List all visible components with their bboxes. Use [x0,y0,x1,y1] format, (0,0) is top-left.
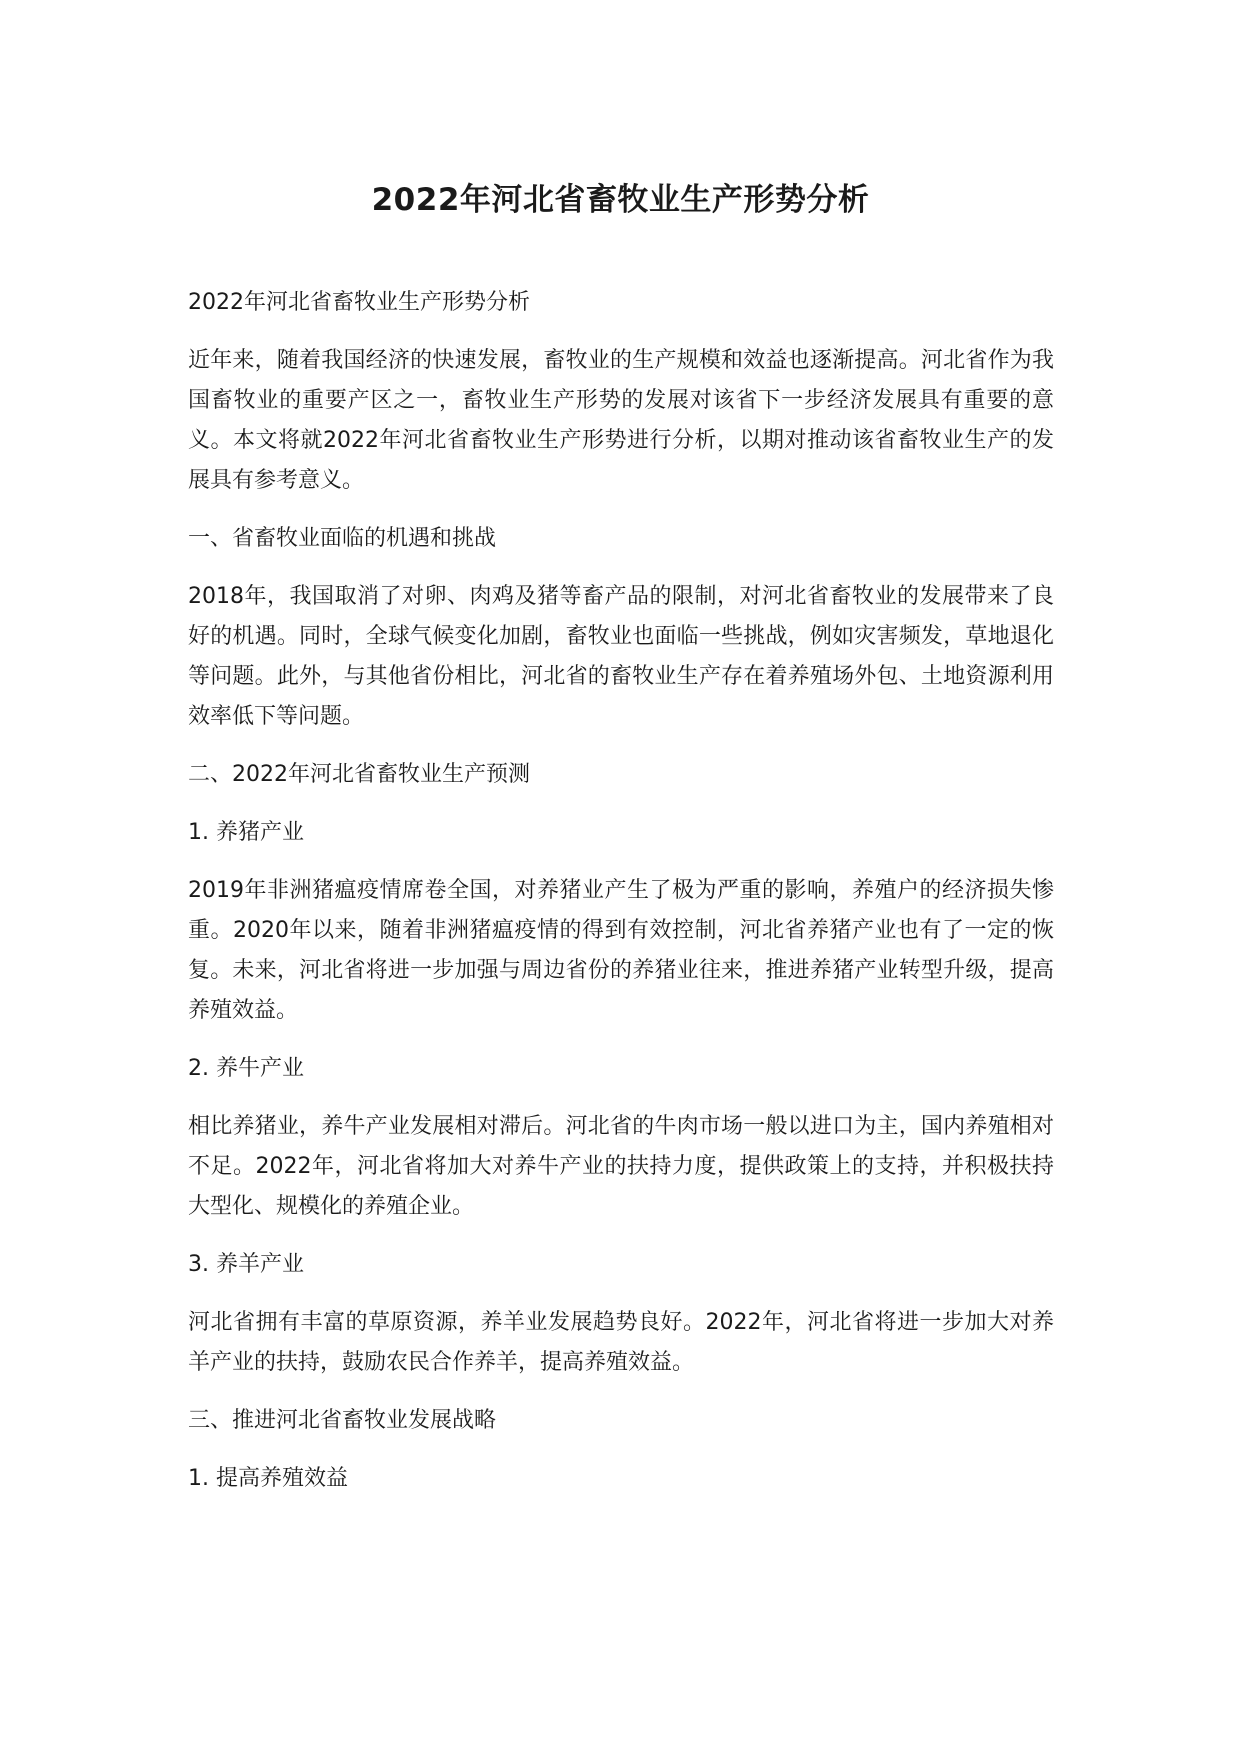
subsection-pig-heading: 1. 养猪产业 [188,820,304,845]
document-title: 2022年河北省畜牧业生产形势分析 [371,182,870,218]
subsection-efficiency-heading: 1. 提高养殖效益 [188,1466,348,1491]
subsection-sheep-paragraph: 河北省拥有丰富的草原资源，养羊业发展趋势良好。2022年，河北省将进一步加大对养羊产业的扶持，鼓励农民合作养羊，提高养殖效益。 [188,1310,1054,1375]
intro-paragraph: 近年来，随着我国经济的快速发展，畜牧业的生产规模和效益也逐渐提高。河北省作为我国畜牧业的重要产区之一，畜牧业生产形势的发展对该省下一步经济发展具有重要的意义。本文将就2022年河北省畜牧业生产形势进行分析，以期对推动该省畜牧业生产的发展具有参考意义。 [188,348,1054,493]
section-1-heading: 一、省畜牧业面临的机遇和挑战 [188,526,497,551]
subsection-cattle-paragraph: 相比养猪业，养牛产业发展相对滞后。河北省的牛肉市场一般以进口为主，国内养殖相对不足。2022年，河北省将加大对养牛产业的扶持力度，提供政策上的支持，并积极扶持大型化、规模化的养殖企业。 [188,1114,1054,1219]
document-subtitle: 2022年河北省畜牧业生产形势分析 [188,290,530,315]
section-2-heading: 二、2022年河北省畜牧业生产预测 [188,762,530,787]
section-1-paragraph: 2018年，我国取消了对卵、肉鸡及猪等畜产品的限制，对河北省畜牧业的发展带来了良好的机遇。同时，全球气候变化加剧，畜牧业也面临一些挑战，例如灾害频发，草地退化等问题。此外，与其他省份相比，河北省的畜牧业生产存在着养殖场外包、土地资源利用效率低下等问题。 [188,584,1054,729]
section-3-heading: 三、推进河北省畜牧业发展战略 [188,1408,497,1433]
subsection-cattle-heading: 2. 养牛产业 [188,1056,304,1081]
subsection-pig-paragraph: 2019年非洲猪瘟疫情席卷全国，对养猪业产生了极为严重的影响，养殖户的经济损失惨重。2020年以来，随着非洲猪瘟疫情的得到有效控制，河北省养猪产业也有了一定的恢复。未来，河北省将进一步加强与周边省份的养猪业往来，推进养猪产业转型升级，提高养殖效益。 [188,878,1054,1023]
document-body [188,283,1054,1517]
subsection-sheep-heading: 3. 养羊产业 [188,1252,304,1277]
